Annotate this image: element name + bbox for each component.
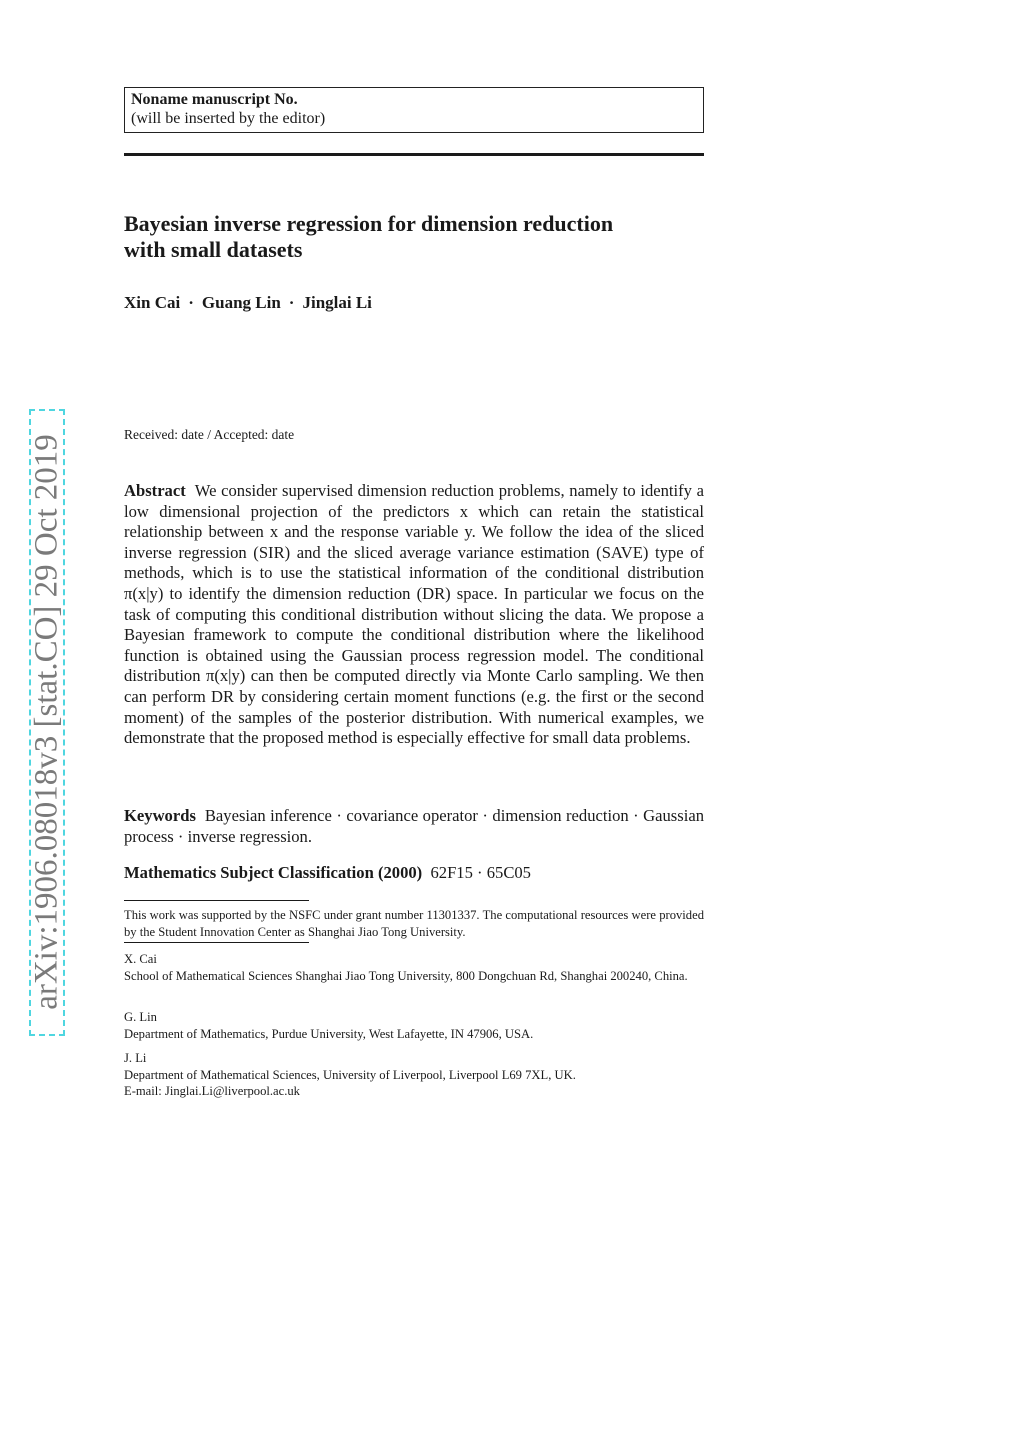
affiliation-address: Department of Mathematics, Purdue University, West Lafayette, IN 47906, USA. — [124, 1026, 534, 1041]
abstract — [124, 481, 704, 749]
author-list — [124, 293, 372, 313]
author-name: Jinglai Li — [302, 293, 372, 312]
manuscript-subtitle: (will be inserted by the editor) — [131, 110, 326, 127]
paper-title-line-1: Bayesian inverse regression for dimension reduction — [124, 211, 614, 236]
keywords-heading: Keywords — [124, 806, 196, 825]
received-accepted-dates: Received: date / Accepted: date — [124, 427, 295, 442]
paper-title-line-2: with small datasets — [124, 237, 303, 262]
affiliation-name: J. Li — [124, 1051, 147, 1065]
abstract-text: We consider supervised dimension reduction problems, namely to identify a low dimensional projection of the predictors x which can retain the statistical relationship between x and the response variable y. We follow the idea of the sliced inverse regression (SIR) and the sliced average variance estimation (SAVE) type of methods, which is to use the statistical information of the conditional distribution π(x|y) to identify the dimension reduction (DR) space. In particular we focus on the task of computing this conditional distribution without slicing the data. We propose a Bayesian framework to compute the conditional distribution where the likelihood function is obtained using the Gaussian process regression model. The conditional distribution π(x|y) can then be computed directly via Monte Carlo sampling. We then can perform DR by considering certain moment functions (e.g. the first or the second moment) of the samples of the posterior distribution. With numerical examples, we demonstrate that the proposed method is especially effective for small data problems. — [124, 481, 704, 748]
affiliation-block — [124, 951, 704, 984]
affiliation-address: School of Mathematical Sciences Shanghai Jiao Tong University, 800 Dongchuan Rd, Shanghai 200240, China. — [124, 968, 688, 983]
manuscript-box — [124, 87, 704, 133]
affiliation-name: G. Lin — [124, 1010, 157, 1024]
subject-classification — [124, 863, 704, 884]
affiliation-name: X. Cai — [124, 952, 157, 966]
funding-footnote: This work was supported by the NSFC under grant number 11301337. The computational resources were provided by the Student Innovation Center as Shanghai Jiao Tong University. — [124, 908, 704, 939]
msc-heading: Mathematics Subject Classification (2000) — [124, 863, 423, 882]
affiliation-block — [124, 1050, 704, 1100]
affiliation-email[interactable]: E-mail: Jinglai.Li@liverpool.ac.uk — [124, 1084, 300, 1098]
arxiv-identifier[interactable]: arXiv:1906.08018v3 [stat.CO] 29 Oct 2019 — [28, 434, 65, 1010]
keywords-text: Bayesian inference · covariance operator · dimension reduction · Gaussian process · inverse regression. — [124, 806, 704, 846]
author-separator: · — [188, 293, 194, 312]
footnote-rule — [124, 900, 309, 901]
paper-title — [124, 211, 724, 263]
abstract-heading: Abstract — [124, 481, 186, 500]
author-name: Xin Cai — [124, 293, 181, 312]
footnote-rule — [124, 942, 309, 943]
affiliation-block — [124, 1009, 704, 1042]
keywords — [124, 806, 704, 847]
affiliation-address: Department of Mathematical Sciences, University of Liverpool, Liverpool L69 7XL, UK. — [124, 1067, 576, 1082]
manuscript-title: Noname manuscript No. — [131, 91, 298, 108]
header-rule — [124, 153, 704, 156]
author-name: Guang Lin — [201, 293, 281, 312]
msc-codes: 62F15 · 65C05 — [430, 863, 531, 882]
author-separator: · — [288, 293, 295, 312]
